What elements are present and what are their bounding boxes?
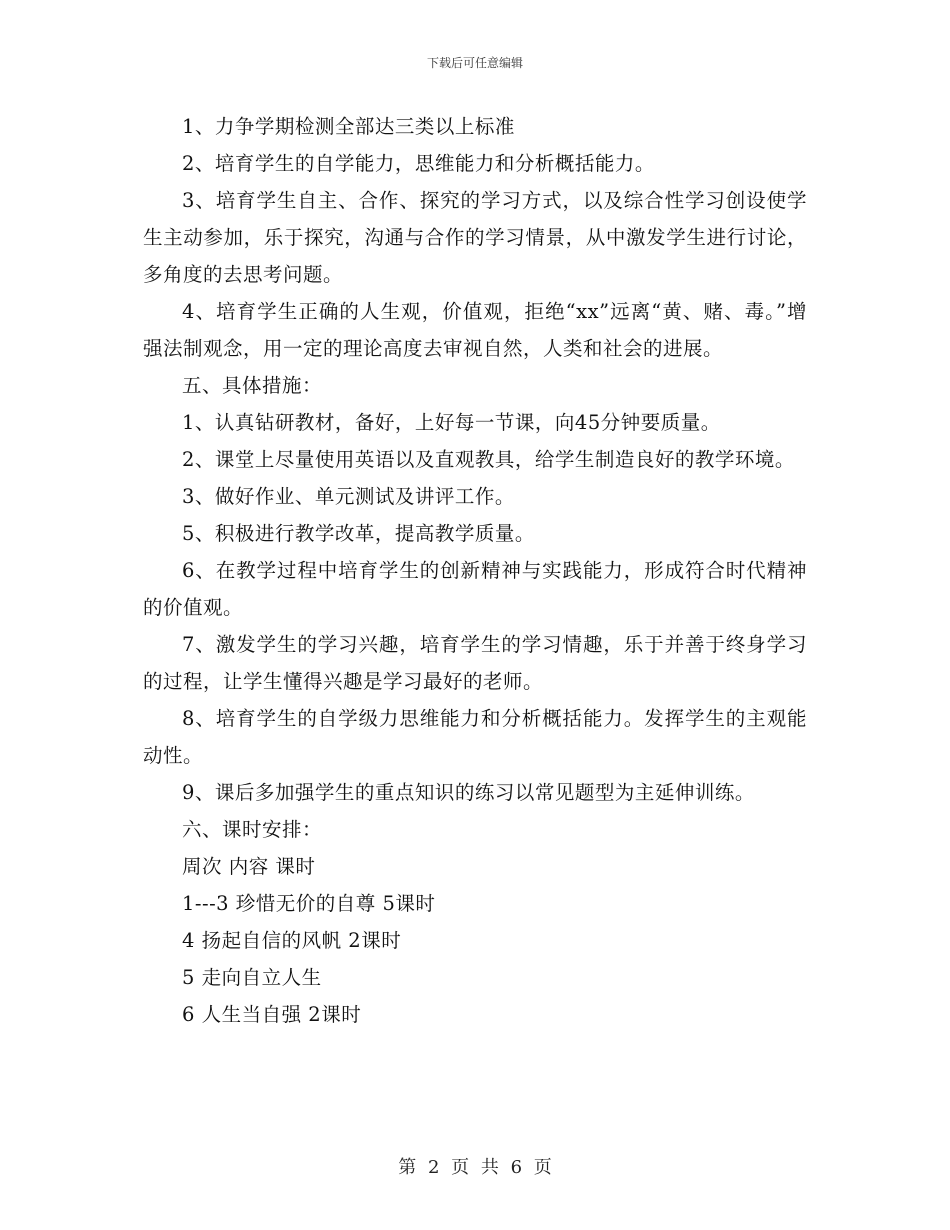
measure-6: 6、在教学过程中培育学生的创新精神与实践能力，形成符合时代精神的价值观。 bbox=[143, 559, 807, 619]
section-heading-measures: 五、具体措施： bbox=[182, 374, 323, 397]
measure-5: 5、积极进行教学改革，提高教学质量。 bbox=[182, 522, 535, 545]
measure-8: 8、培育学生的自学级力思维能力和分析概括能力。发挥学生的主观能动性。 bbox=[143, 707, 807, 767]
measure-1: 1、认真钻研教材，备好，上好每一节课，向45分钟要质量。 bbox=[182, 411, 721, 434]
measure-9: 9、课后多加强学生的重点知识的练习以常见题型为主延伸训练。 bbox=[182, 781, 755, 804]
schedule-list bbox=[143, 848, 807, 1033]
measure-3: 3、做好作业、单元测试及讲评工作。 bbox=[182, 485, 515, 508]
goal-4: 4、培育学生正确的人生观，价值观，拒绝“xx”远离“黄、赌、毒。”增强法制观念，用一定的理论高度去审视自然，人类和社会的进展。 bbox=[143, 300, 807, 360]
section-heading-schedule: 六、课时安排： bbox=[182, 818, 323, 841]
goal-1: 1、力争学期检测全部达三类以上标准 bbox=[182, 115, 515, 138]
goal-3: 3、培育学生自主、合作、探究的学习方式，以及综合性学习创设使学生主动参加，乐于探究，沟通与合作的学习情景，从中激发学生进行讨论，多角度的去思考问题。 bbox=[143, 189, 807, 286]
page-footer: 第 2 页 共 6 页 bbox=[398, 1157, 552, 1178]
schedule-row: 1---3 珍惜无价的自尊 5课时 bbox=[182, 892, 436, 915]
measure-2: 2、课堂上尽量使用英语以及直观教具，给学生制造良好的教学环境。 bbox=[182, 448, 795, 471]
measure-7: 7、激发学生的学习兴趣，培育学生的学习情趣，乐于并善于终身学习的过程，让学生懂得兴趣是学习最好的老师。 bbox=[143, 633, 807, 693]
schedule-row: 6 人生当自强 2课时 bbox=[182, 1003, 362, 1026]
goal-2: 2、培育学生的自学能力，思维能力和分析概括能力。 bbox=[182, 152, 655, 175]
page-header: 下载后可任意编辑 bbox=[426, 56, 523, 70]
schedule-header: 周次 内容 课时 bbox=[182, 855, 316, 878]
document-body bbox=[143, 108, 807, 1033]
schedule-row: 5 走向自立人生 bbox=[182, 966, 322, 989]
schedule-row: 4 扬起自信的风帆 2课时 bbox=[182, 929, 402, 952]
